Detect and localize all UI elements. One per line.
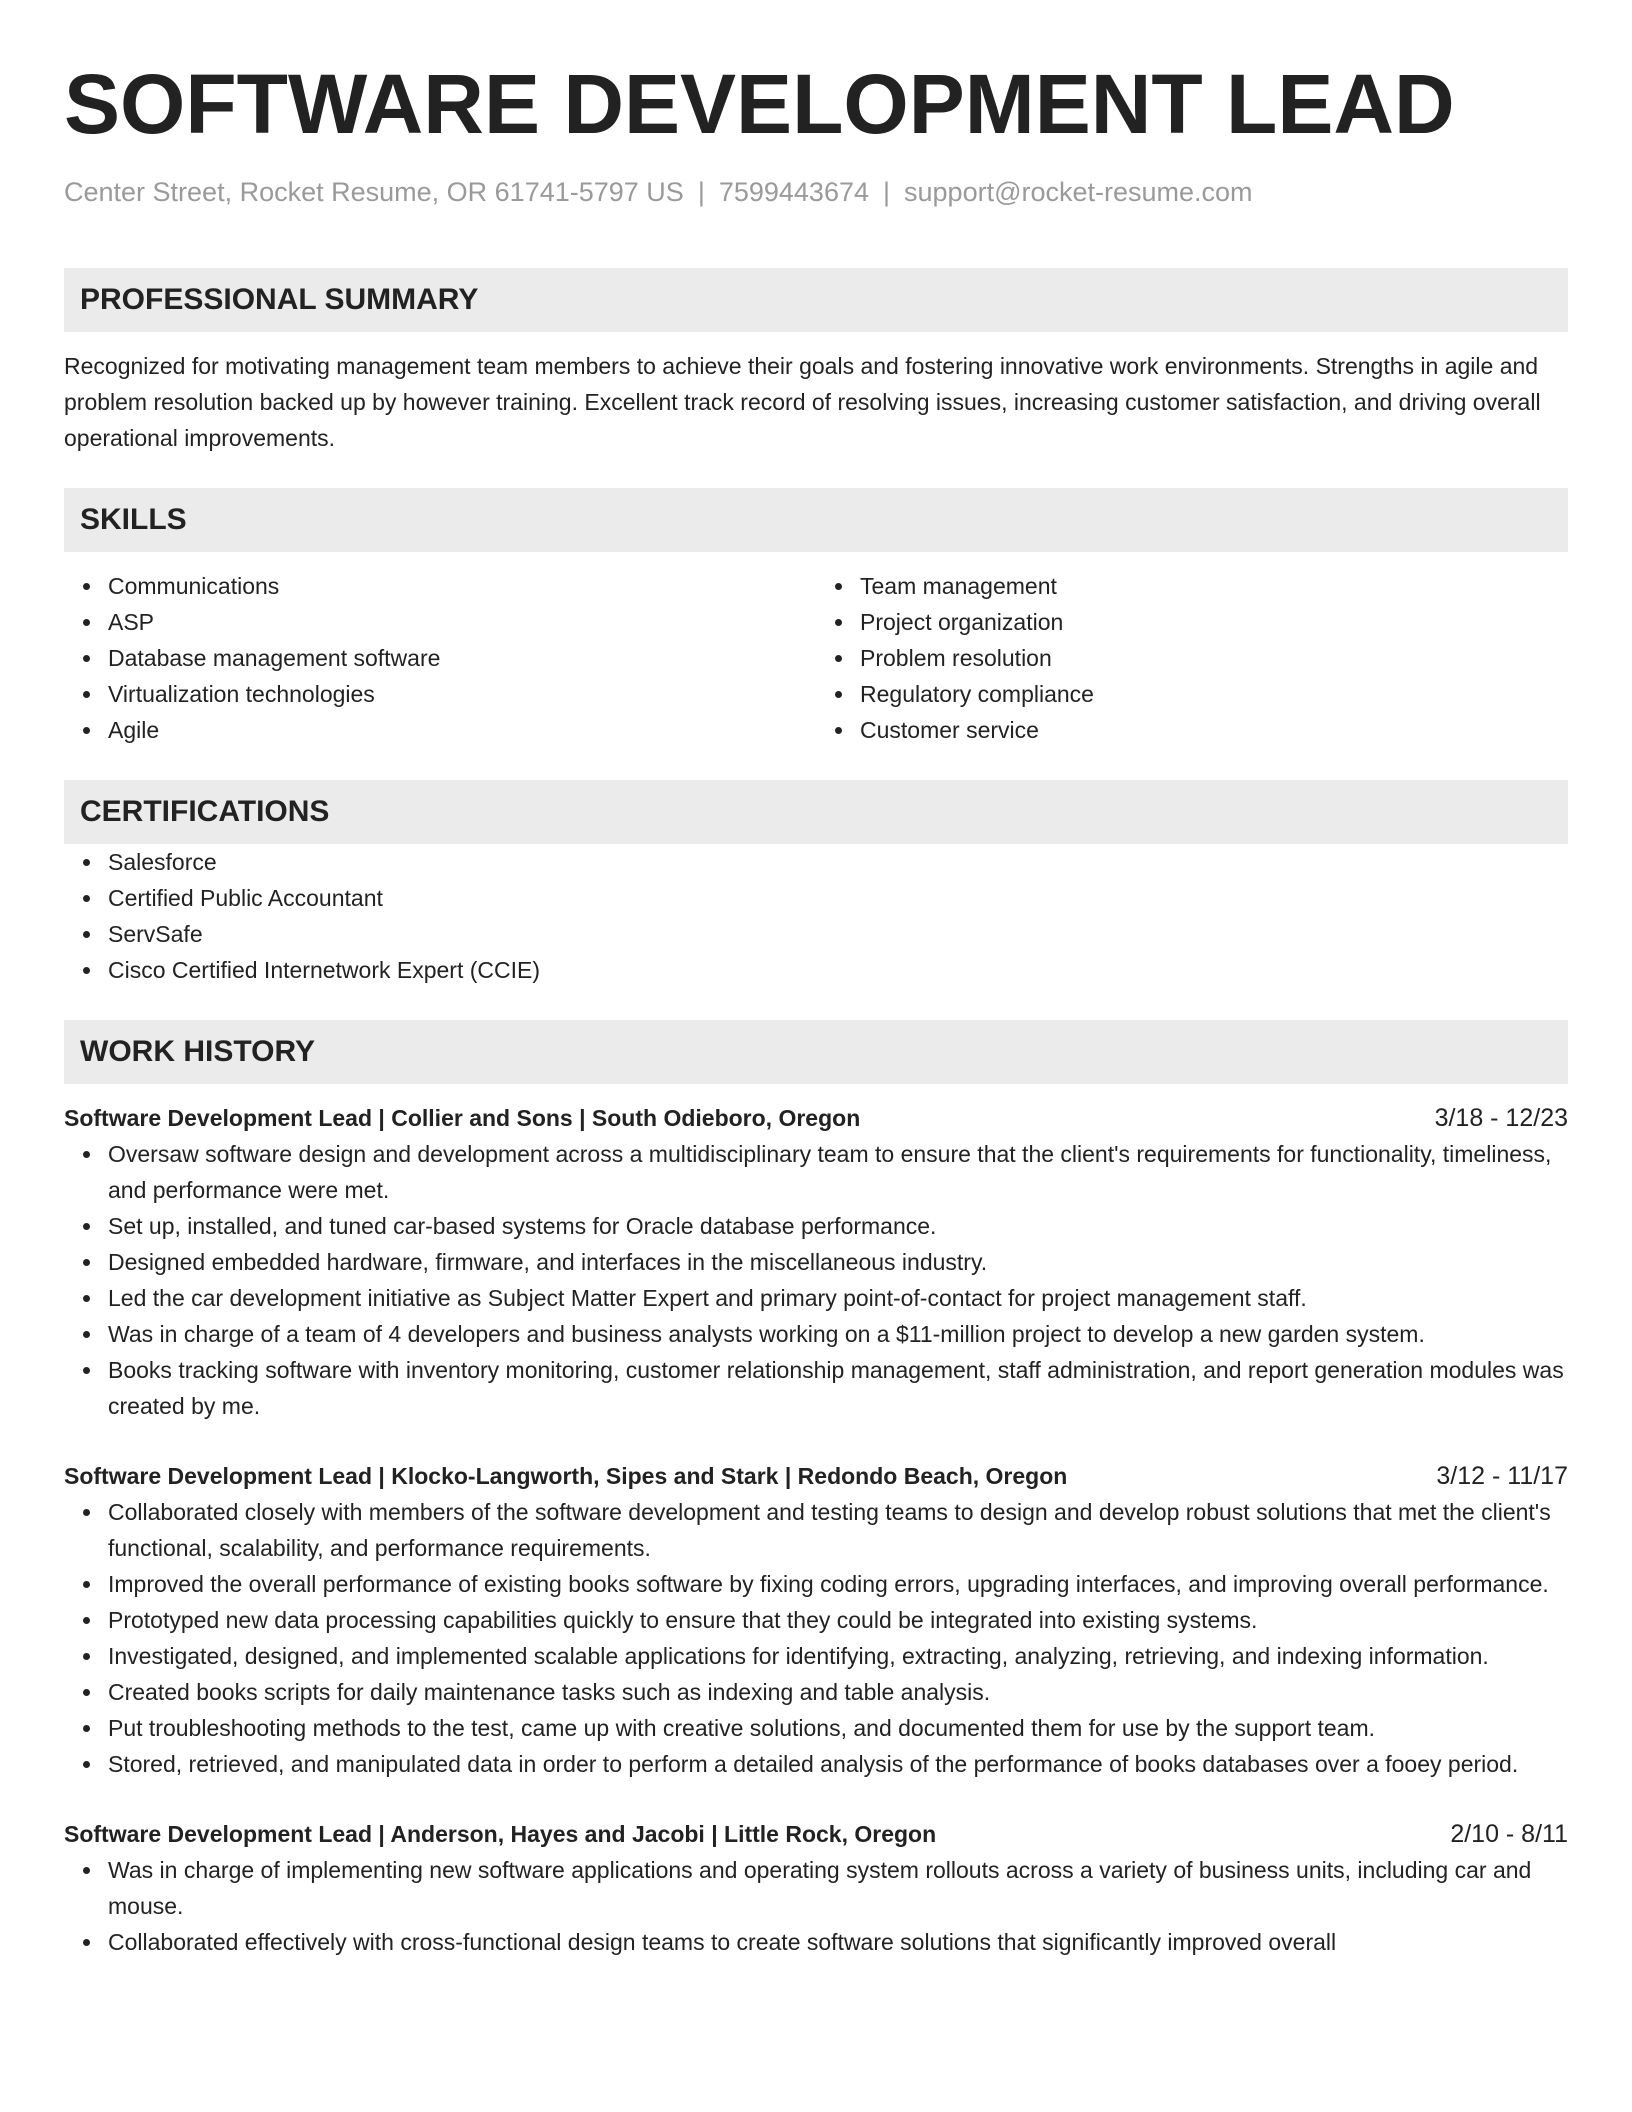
job-entry xyxy=(64,1816,1568,1960)
job-entry xyxy=(64,1458,1568,1782)
job-bullet: Was in charge of a team of 4 developers and business analysts working on a $11-million project to develop a new garden system. xyxy=(108,1316,1568,1352)
job-header xyxy=(64,1816,1568,1852)
job-entry xyxy=(64,1100,1568,1424)
job-dates: 3/18 - 12/23 xyxy=(1434,1104,1568,1132)
job-bullet: Collaborated effectively with cross-functional design teams to create software solutions that significantly improved overall xyxy=(108,1924,1568,1960)
job-bullet: Designed embedded hardware, firmware, and interfaces in the miscellaneous industry. xyxy=(108,1244,1568,1280)
job-bullet: Books tracking software with inventory monitoring, customer relationship management, staff administration, and report generation modules was created by me. xyxy=(108,1352,1568,1424)
certification-item: Salesforce xyxy=(108,844,1568,880)
summary-text: Recognized for motivating management team members to achieve their goals and fostering innovative work environments. Strengths in agile and problem resolution backed up by however training. Excellent track record of resolving issues, increasing customer satisfaction, and driving overall operational improvements. xyxy=(64,353,1541,451)
skill-item: Team management xyxy=(860,568,1568,604)
skill-item: Communications xyxy=(108,568,816,604)
contact-line xyxy=(64,174,1568,210)
work-history-section xyxy=(64,1020,1568,1960)
section-heading: CERTIFICATIONS xyxy=(64,780,1568,844)
job-bullet: Oversaw software design and development across a multidisciplinary team to ensure that the client's requirements for functionality, timeliness, and performance were met. xyxy=(108,1136,1568,1208)
skill-item: Customer service xyxy=(860,712,1568,748)
contact-address: Center Street, Rocket Resume, OR 61741-5797 US xyxy=(64,177,684,207)
certifications-list xyxy=(64,844,1568,988)
job-header xyxy=(64,1100,1568,1136)
contact-phone: 7599443674 xyxy=(718,177,869,207)
job-bullet: Investigated, designed, and implemented scalable applications for identifying, extracting, analyzing, retrieving, and indexing information. xyxy=(108,1638,1568,1674)
contact-separator: | xyxy=(883,177,891,207)
skill-item: Virtualization technologies xyxy=(108,676,816,712)
job-bullet: Led the car development initiative as Subject Matter Expert and primary point-of-contact for project management staff. xyxy=(108,1280,1568,1316)
resume-title: SOFTWARE DEVELOPMENT LEAD xyxy=(64,57,1455,151)
job-bullet: Put troubleshooting methods to the test, came up with creative solutions, and documented them for use by the support team. xyxy=(108,1710,1568,1746)
job-bullets xyxy=(64,1852,1568,1960)
skill-item: Problem resolution xyxy=(860,640,1568,676)
job-dates: 3/12 - 11/17 xyxy=(1436,1462,1568,1490)
skill-item: Regulatory compliance xyxy=(860,676,1568,712)
professional-summary-section xyxy=(64,268,1568,456)
job-title: Software Development Lead | Klocko-Langworth, Sipes and Stark | Redondo Beach, Oregon xyxy=(64,1463,1068,1489)
job-dates: 2/10 - 8/11 xyxy=(1450,1820,1568,1848)
section-heading: WORK HISTORY xyxy=(64,1020,1568,1084)
job-bullet: Was in charge of implementing new software applications and operating system rollouts across a variety of business units, including car and mouse. xyxy=(108,1852,1568,1924)
skills-columns xyxy=(64,568,1568,748)
job-bullet: Created books scripts for daily maintenance tasks such as indexing and table analysis. xyxy=(108,1674,1568,1710)
skill-item: Project organization xyxy=(860,604,1568,640)
job-bullet: Prototyped new data processing capabilities quickly to ensure that they could be integrated into existing systems. xyxy=(108,1602,1568,1638)
certification-item: Certified Public Accountant xyxy=(108,880,1568,916)
skill-item: ASP xyxy=(108,604,816,640)
certification-item: ServSafe xyxy=(108,916,1568,952)
job-bullets xyxy=(64,1494,1568,1782)
job-bullet: Set up, installed, and tuned car-based systems for Oracle database performance. xyxy=(108,1208,1568,1244)
contact-email: support@rocket-resume.com xyxy=(904,177,1253,207)
certifications-section xyxy=(64,780,1568,988)
certification-item: Cisco Certified Internetwork Expert (CCIE) xyxy=(108,952,1568,988)
skill-item: Agile xyxy=(108,712,816,748)
skills-list-right xyxy=(816,568,1568,748)
section-heading: SKILLS xyxy=(64,488,1568,552)
skill-item: Database management software xyxy=(108,640,816,676)
section-heading: PROFESSIONAL SUMMARY xyxy=(64,268,1568,332)
job-header xyxy=(64,1458,1568,1494)
contact-separator: | xyxy=(697,177,705,207)
skills-section xyxy=(64,488,1568,748)
job-bullets xyxy=(64,1136,1568,1424)
job-title: Software Development Lead | Collier and Sons | South Odieboro, Oregon xyxy=(64,1105,861,1131)
job-bullet: Collaborated closely with members of the software development and testing teams to design and develop robust solutions that met the client's functional, scalability, and performance requirements. xyxy=(108,1494,1568,1566)
job-bullet: Stored, retrieved, and manipulated data in order to perform a detailed analysis of the performance of books databases over a fooey period. xyxy=(108,1746,1568,1782)
skills-list-left xyxy=(64,568,816,748)
job-bullet: Improved the overall performance of existing books software by fixing coding errors, upgrading interfaces, and improving overall performance. xyxy=(108,1566,1568,1602)
job-title: Software Development Lead | Anderson, Hayes and Jacobi | Little Rock, Oregon xyxy=(64,1821,937,1847)
